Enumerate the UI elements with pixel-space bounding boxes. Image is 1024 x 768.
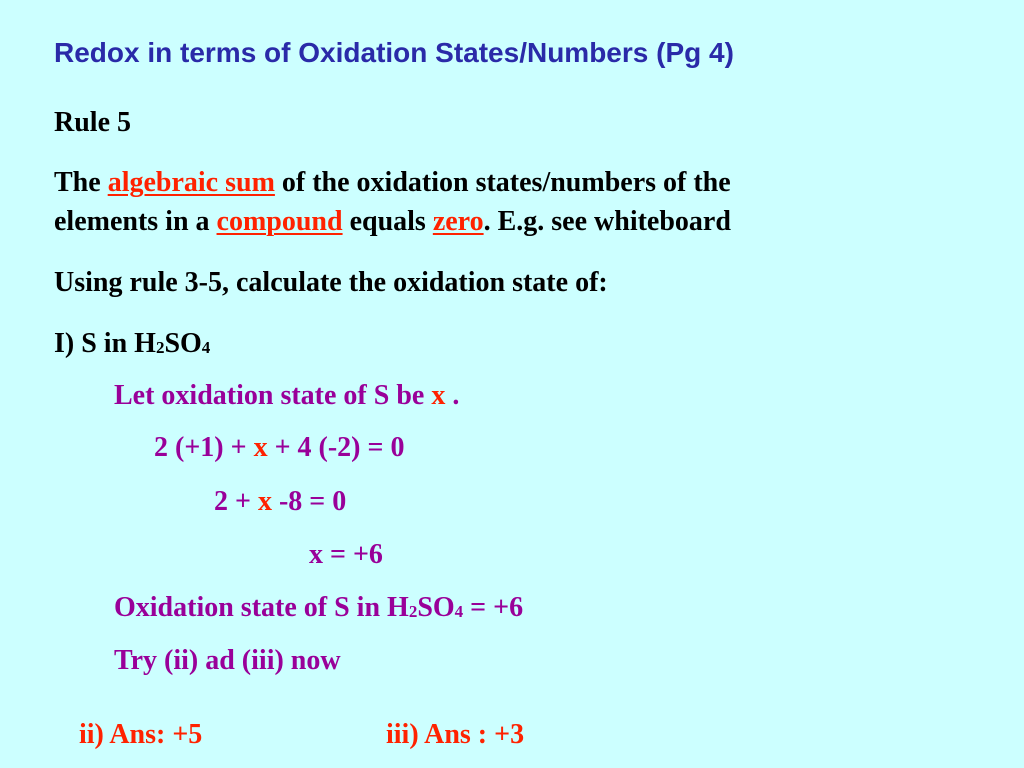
variable-x: x [257,486,272,517]
subscript: 2 [155,338,165,357]
rule-heading: Rule 5 [54,107,131,138]
question-1-prefix: I) S in H [54,328,156,359]
variable-x: x [253,432,268,463]
compound-term: compound [216,206,343,237]
rule-text-part: The [54,167,108,198]
working-text: . [445,380,460,411]
working-let-statement [114,382,459,410]
rule-text-part: of the oxidation states/numbers of the [274,167,731,198]
working-text: -8 = 0 [271,486,347,517]
working-text: + 4 (-2) = 0 [267,432,405,463]
instruction-text: Using rule 3-5, calculate the oxidation state of: [54,267,608,298]
working-text: 2 + [214,486,258,517]
subscript: 2 [408,602,418,621]
rule-text-line-1 [54,169,731,197]
subscript: 4 [454,602,464,621]
working-text: 2 (+1) + [154,432,254,463]
algebraic-sum-term: algebraic sum [107,167,275,198]
rule-text-part: equals [342,206,433,237]
rule-text-line-2 [54,208,731,236]
rule-text-part: . E.g. see whiteboard [483,206,731,237]
slide-title: Redox in terms of Oxidation States/Numbers (Pg 4) [54,37,734,68]
working-result [114,594,523,622]
question-1-mid: SO [164,328,202,359]
variable-x: x [431,380,446,411]
working-equation-3: x = +6 [309,539,383,570]
working-text: SO [417,592,455,623]
try-prompt: Try (ii) ad (iii) now [114,645,341,676]
answer-iii: iii) Ans : +3 [386,719,525,750]
working-text: Oxidation state of S in H [114,592,409,623]
working-equation-2 [214,488,346,516]
rule-text-part: elements in a [54,206,217,237]
question-1 [54,330,210,358]
working-text: Let oxidation state of S be [114,380,432,411]
working-equation-1 [154,434,404,462]
working-text: = +6 [463,592,524,623]
answer-ii: ii) Ans: +5 [79,719,203,750]
zero-term: zero [432,206,484,237]
subscript: 4 [201,338,211,357]
